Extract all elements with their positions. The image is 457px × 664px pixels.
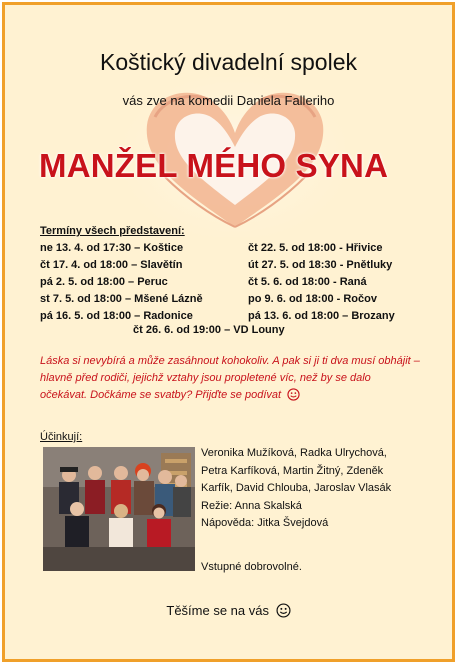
schedule-item: pá 16. 5. od 18:00 – Radonice xyxy=(40,310,193,322)
schedule-item: pá 2. 5. od 18:00 – Peruc xyxy=(40,276,168,288)
schedule-item: čt 5. 6. od 18:00 - Raná xyxy=(248,276,367,288)
cast-line: Petra Karfíková, Martin Žitný, Zdeněk xyxy=(201,464,384,477)
schedule-item: ne 13. 4. od 17:30 – Koštice xyxy=(40,242,184,254)
schedule-item: út 27. 5. od 18:30 - Pnětluky xyxy=(248,259,393,271)
blurb-text: Láska si nevybírá a může zasáhnout kohokoliv. A pak si ji ti dva musí obhájit – hlavně před rodiči, jejichž vztahy jsou propletené víc, než by se dalo očekávat. Dočkáme se svatby? Přijďte se podívat xyxy=(40,355,420,401)
blurb xyxy=(40,353,420,404)
cast-photo xyxy=(43,447,195,571)
entry-fee: Vstupné dobrovolné. xyxy=(201,561,302,573)
cast-list xyxy=(201,445,421,533)
schedule-item-final: čt 26. 6. od 19:00 – VD Louny xyxy=(133,324,285,336)
smiley-icon xyxy=(287,388,300,401)
director-line: Režie: Anna Skalská xyxy=(201,499,302,512)
cast-heading: Účinkují: xyxy=(40,431,83,443)
closing-line xyxy=(5,603,452,618)
smiley-icon xyxy=(276,603,291,618)
closing-text: Těšíme se na vás xyxy=(166,603,269,618)
schedule-right-column xyxy=(248,240,395,325)
prompter-line: Nápověda: Jitka Švejdová xyxy=(201,517,329,529)
cast-line: Veronika Mužíková, Radka Ulrychová, xyxy=(201,447,387,459)
schedule-item: st 7. 5. od 18:00 – Mšené Lázně xyxy=(40,293,203,305)
schedule-item: čt 22. 5. od 18:00 - Hřivice xyxy=(248,242,383,254)
schedule-item: po 9. 6. od 18:00 - Ročov xyxy=(248,293,377,305)
cast-line: Karfík, David Chlouba, Jaroslav Vlasák xyxy=(201,482,392,494)
schedule-left-column xyxy=(40,240,203,325)
schedule-item: čt 17. 4. od 18:00 – Slavětín xyxy=(40,259,183,271)
invitation-text: vás zve na komedii Daniela Falleriho xyxy=(122,93,335,108)
organizer-name: Koštický divadelní spolek xyxy=(100,49,357,75)
play-title: MANŽEL MÉHO SYNA xyxy=(39,147,389,184)
schedule-heading: Termíny všech představení: xyxy=(40,225,185,237)
poster xyxy=(2,2,455,662)
schedule-item: pá 13. 6. od 18:00 – Brozany xyxy=(248,310,395,322)
